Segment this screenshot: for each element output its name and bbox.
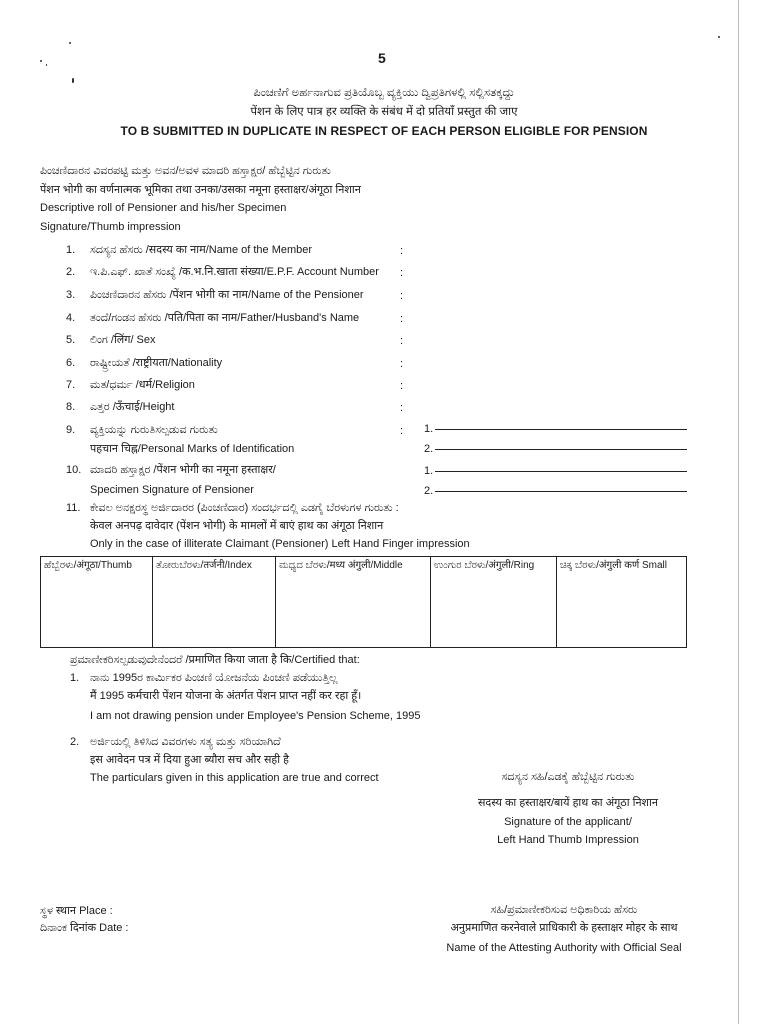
signature-kannada: ಸದಸ್ಯನ ಸಹಿ/ಎಡಕೈ ಹೆಬ್ಬೆಟ್ಟಿನ ಗುರುತು bbox=[501, 771, 635, 783]
field-colon: : bbox=[400, 267, 404, 279]
intro-kannada: ಪಿಂಚಣಿದಾರನ ವಿವರಪಟ್ಟಿ ಮತ್ತು ಅವನ/ಅವಳ ಮಾದರಿ ಹಸ್ತಾಕ್ಷರ/ ಹೆಬ್ಬೆಟ್ಟಿನ ಗುರುತು bbox=[40, 165, 331, 177]
intro-hindi: पेंशन भोगी का वर्णनात्मक भूमिका तथा उनका/उसका नमूना हस्ताक्षर/अंगूठा निशान bbox=[40, 183, 361, 196]
scan-edge bbox=[738, 0, 739, 1024]
cert-kannada: ನಾನು 1995ರ ಕಾರ್ಮಿಕರ ಪಿಂಚಣಿ ಯೋಜನೆಯ ಪಿಂಚಣಿ ಪಡೆಯುತ್ತಿಲ್ಲ bbox=[90, 672, 338, 684]
blank-rule bbox=[435, 429, 687, 430]
item-label: ರಾಷ್ಟ್ರೀಯತೆ /राष्ट्रीयता/Nationality bbox=[90, 357, 223, 369]
item-number: 1. bbox=[70, 672, 80, 684]
item-sub-label-english: Only in the case of illiterate Claimant (Pensioner) Left Hand Finger impression bbox=[90, 538, 470, 550]
index-impression-box[interactable] bbox=[153, 578, 276, 648]
mark-number: 1. bbox=[424, 423, 434, 435]
item-label: ಲಿಂಗ /लिंग/ Sex bbox=[90, 334, 156, 346]
field-identification-marks bbox=[66, 424, 218, 437]
date-label: ದಿನಾಂಕ दिनांक Date : bbox=[40, 922, 129, 934]
signature-line-1[interactable] bbox=[424, 465, 687, 478]
cert-item-1 bbox=[70, 672, 338, 685]
header-hindi: पेंशन के लिए पात्र हर व्यक्ति के संबंध में दो प्रतियाँ प्रस्तुत की जाए bbox=[250, 106, 518, 118]
field-colon: : bbox=[400, 425, 404, 437]
scan-speck bbox=[46, 64, 47, 66]
index-header: ತೋರುಬೆರಳು/तर्जनी/Index bbox=[153, 557, 276, 579]
mark-line-1[interactable] bbox=[424, 423, 687, 436]
field-nationality bbox=[66, 357, 222, 370]
blank-rule bbox=[435, 449, 687, 450]
small-impression-box[interactable] bbox=[557, 578, 687, 648]
finger-impression-table bbox=[40, 556, 687, 648]
field-epf-account bbox=[66, 266, 379, 279]
cert-english: The particulars given in this application are true and correct bbox=[90, 772, 379, 784]
field-height bbox=[66, 401, 174, 414]
field-finger-impression bbox=[66, 502, 399, 515]
field-religion bbox=[66, 379, 195, 392]
signature-english-2: Left Hand Thumb Impression bbox=[497, 834, 639, 846]
intro-block bbox=[40, 162, 361, 236]
field-father-husband bbox=[66, 312, 359, 325]
scan-speck bbox=[69, 42, 71, 44]
field-colon: : bbox=[400, 380, 404, 392]
item-number: 7. bbox=[66, 379, 76, 391]
mark-number: 1. bbox=[424, 465, 434, 477]
item-label: ವ್ಯಕ್ತಿಯನ್ನು ಗುರುತಿಸಲ್ಪಡುವ ಗುರುತು bbox=[90, 424, 218, 436]
scan-speck bbox=[72, 78, 74, 83]
signature-line-2[interactable] bbox=[424, 485, 687, 498]
mark-line-2[interactable] bbox=[424, 443, 687, 456]
cert-hindi: इस आवेदन पत्र में दिया हुआ ब्यौरा सच और सही है bbox=[90, 754, 290, 766]
item-number: 9. bbox=[66, 424, 76, 436]
item-number: 6. bbox=[66, 357, 76, 369]
intro-english-2: Signature/Thumb impression bbox=[40, 220, 181, 233]
ring-header: ಉಂಗುರ ಬೆರಳು/अंगुली/Ring bbox=[431, 557, 557, 579]
page-number: 5 bbox=[378, 50, 386, 66]
place-label: ಸ್ಥಳ स्थान Place : bbox=[40, 905, 113, 917]
item-label: ಸದಸ್ಯನ ಹೆಸರು /सदस्य का नाम/Name of the Member bbox=[90, 244, 313, 256]
ring-impression-box[interactable] bbox=[431, 578, 557, 648]
signature-hindi: सदस्य का हस्ताक्षर/बायें हाथ का अंगूठा निशान bbox=[477, 797, 658, 809]
item-label: ತಂದೆ/ಗಂಡನ ಹೆಸರು /पति/पिता का नाम/Father/Husband's Name bbox=[90, 312, 360, 324]
item-sub-label: केवल अनपढ़ दावेदार (पेंशन भोगी) के मामलों में बाएं हाथ का अंगूठा निशान bbox=[90, 520, 384, 532]
field-colon: : bbox=[400, 245, 404, 257]
item-label: ಪಿಂಚಣಿದಾರನ ಹೆಸರು /पेंशन भोगी का नाम/Name of the Pensioner bbox=[90, 289, 364, 301]
header-english: TO B SUBMITTED IN DUPLICATE IN RESPECT OF EACH PERSON ELIGIBLE FOR PENSION bbox=[120, 124, 648, 138]
cert-kannada: ಅರ್ಜಿಯಲ್ಲಿ ತಿಳಿಸಿದ ವಿವರಗಳು ಸತ್ಯ ಮತ್ತು ಸರಿಯಾಗಿದೆ bbox=[90, 736, 281, 748]
item-number: 3. bbox=[66, 289, 76, 301]
authority-english: Name of the Attesting Authority with Official Seal bbox=[446, 942, 682, 954]
item-number: 11. bbox=[66, 502, 81, 514]
signature-english-1: Signature of the applicant/ bbox=[504, 816, 632, 828]
item-number: 2. bbox=[66, 266, 76, 278]
small-header: ಚಿಕ್ಕ ಬೆರಳು/अंगुली कर्ण Small bbox=[557, 557, 687, 579]
item-number: 2. bbox=[70, 736, 80, 748]
item-number: 8. bbox=[66, 401, 76, 413]
blank-rule bbox=[435, 491, 687, 492]
field-colon: : bbox=[400, 358, 404, 370]
item-label: ಇ.ಪಿ.ಎಫ್. ಖಾತೆ ಸಂಖ್ಯೆ /क.भ.नि.खाता संख्या/E.P.F. Account Number bbox=[90, 266, 379, 278]
thumb-impression-box[interactable] bbox=[41, 578, 153, 648]
item-label: ಮತ/ಧರ್ಮ /धर्म/Religion bbox=[90, 379, 195, 391]
thumb-header: ಹೆಬ್ಬೆರಳು/अंगूठा/Thumb bbox=[41, 557, 153, 579]
scan-speck bbox=[40, 60, 42, 62]
field-member-name bbox=[66, 244, 312, 257]
authority-kannada: ಸಹಿ/ಪ್ರಮಾಣೀಕರಿಸುವ ಅಧಿಕಾರಿಯ ಹೆಸರು bbox=[490, 904, 638, 916]
field-colon: : bbox=[400, 290, 404, 302]
middle-impression-box[interactable] bbox=[276, 578, 431, 648]
field-pensioner-name bbox=[66, 289, 364, 302]
blank-rule bbox=[435, 471, 687, 472]
item-label: ಮಾದರಿ ಹಸ್ತಾಕ್ಷರ /पेंशन भोगी का नमूना हस्ताक्षर/ bbox=[90, 464, 276, 476]
intro-english-1: Descriptive roll of Pensioner and his/her Specimen bbox=[40, 202, 287, 214]
item-number: 1. bbox=[66, 244, 76, 256]
header-kannada: ಪಿಂಚಣಿಗೆ ಅರ್ಹನಾಗುವ ಪ್ರತಿಯೊಬ್ಬ ವ್ಯಕ್ತಿಯು ದ್ವಿಪ್ರತಿಗಳಲ್ಲಿ ಸಲ್ಲಿಸತಕ್ಕದ್ದು bbox=[253, 87, 515, 99]
field-specimen-signature bbox=[66, 464, 276, 477]
cert-english: I am not drawing pension under Employee's Pension Scheme, 1995 bbox=[90, 710, 421, 722]
mark-number: 2. bbox=[424, 485, 434, 497]
scan-speck bbox=[718, 36, 720, 38]
field-sex bbox=[66, 334, 156, 347]
item-label: ಕೇವಲ ಅನಕ್ಷರಸ್ಥ ಅರ್ಜಿದಾರರ (ಪಿಂಚಣಿದಾರ) ಸಂದರ್ಭದಲ್ಲಿ ಎಡಗೈ ಬೆರಳುಗಳ ಗುರುತು : bbox=[90, 502, 399, 514]
certified-title: ಪ್ರಮಾಣೀಕರಿಸಲ್ಪಡುವುದೇನೆಂದರೆ /प्रमाणित किया जाता है कि/Certified that: bbox=[70, 654, 360, 666]
field-colon: : bbox=[400, 402, 404, 414]
field-colon: : bbox=[400, 335, 404, 347]
mark-number: 2. bbox=[424, 443, 434, 455]
item-sub-label: पहचान चिह्न/Personal Marks of Identification bbox=[90, 443, 295, 455]
cert-item-2 bbox=[70, 736, 281, 749]
field-colon: : bbox=[400, 313, 404, 325]
item-number: 4. bbox=[66, 312, 76, 324]
cert-hindi: मैं 1995 कर्मचारी पेंशन योजना के अंतर्गत पेंशन प्राप्त नहीं कर रहा हूँ। bbox=[90, 690, 362, 702]
item-number: 10. bbox=[66, 464, 82, 476]
item-number: 5. bbox=[66, 334, 76, 346]
middle-header: ಮಧ್ಯದ ಬೆರಳು/मध्य अंगुली/Middle bbox=[276, 557, 431, 579]
item-label: ಎತ್ತರ /ऊँचाई/Height bbox=[90, 401, 175, 413]
authority-hindi: अनुप्रमाणित करनेवाले प्राधिकारी के हस्ताक्षर मोहर के साथ bbox=[450, 922, 678, 934]
item-sub-label: Specimen Signature of Pensioner bbox=[90, 484, 254, 496]
